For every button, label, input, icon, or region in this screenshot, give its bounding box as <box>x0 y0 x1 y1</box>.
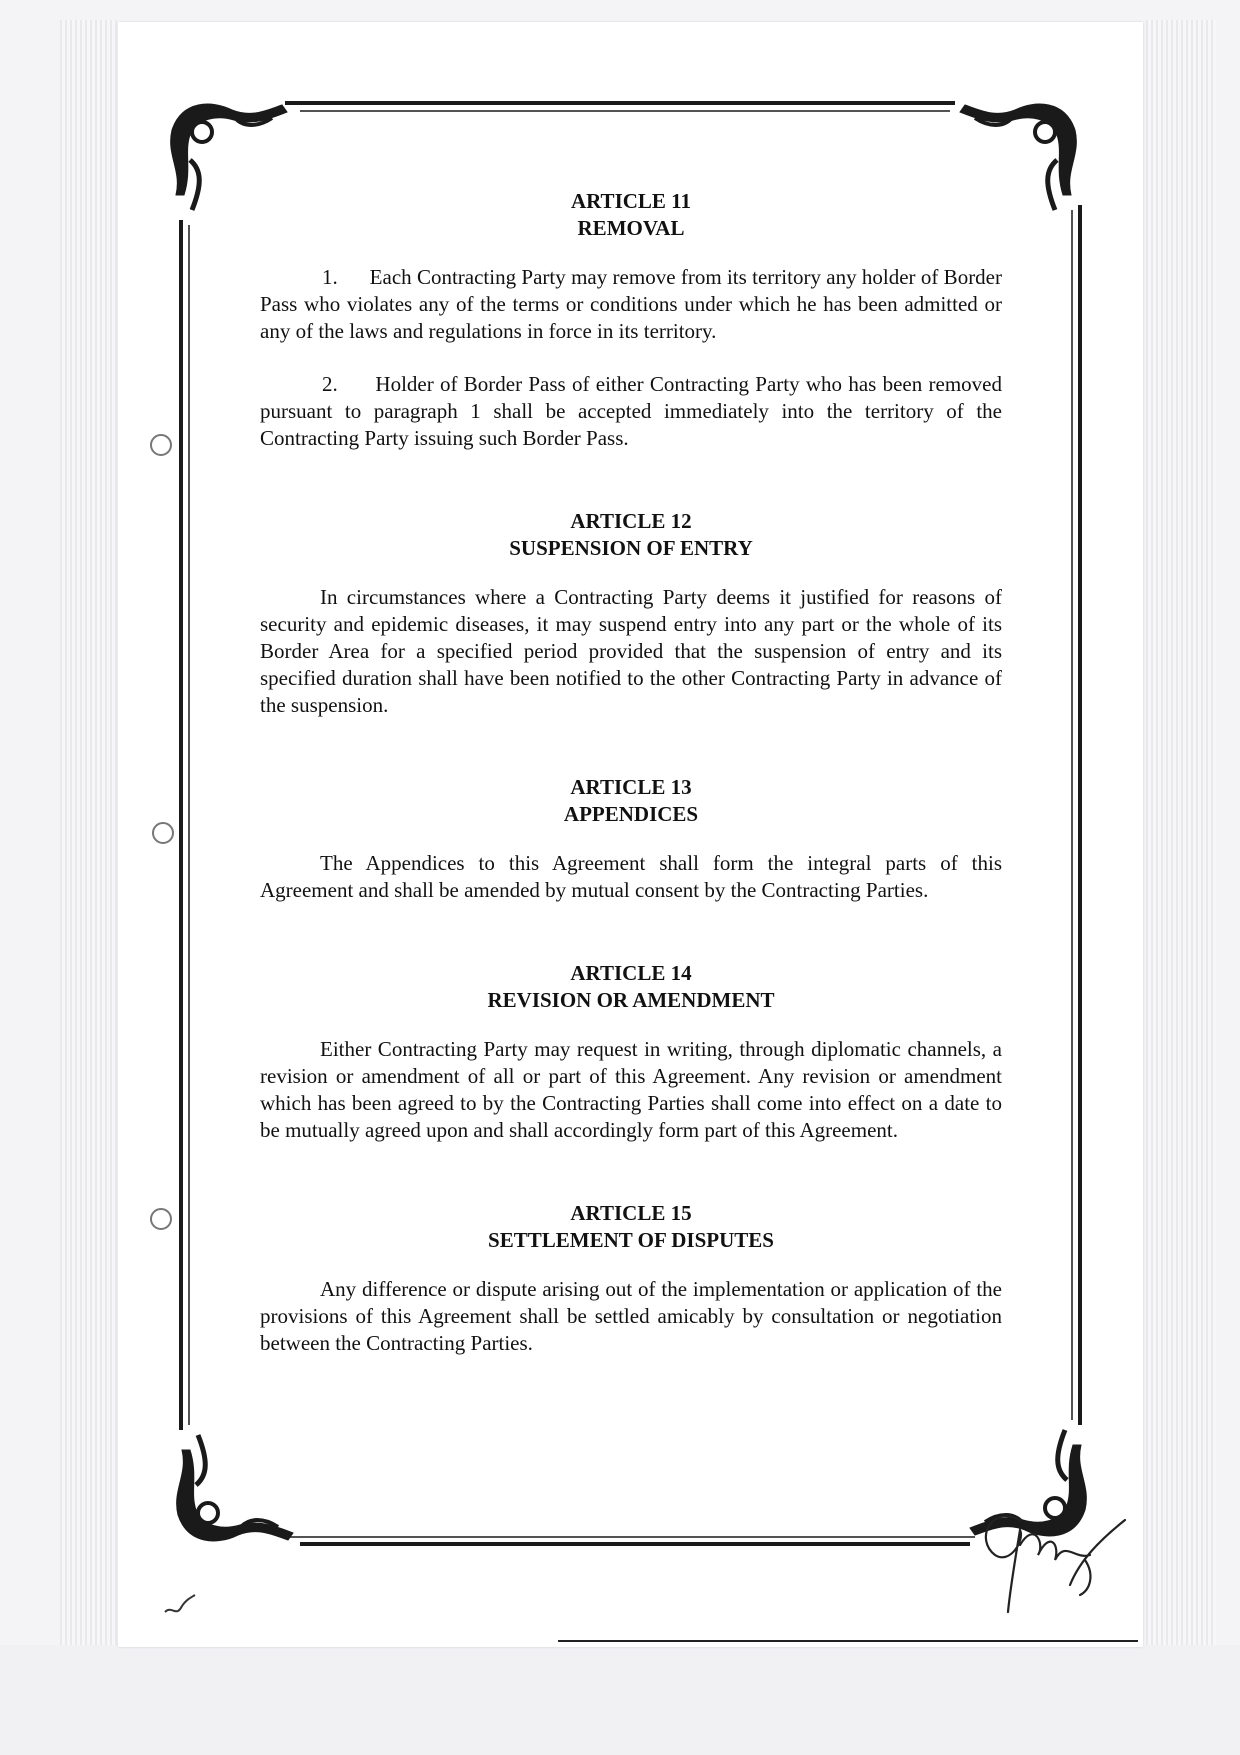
document-body <box>260 188 1002 1357</box>
article-13 <box>260 774 1002 904</box>
article-paragraph: 2. Holder of Border Pass of either Contracting Party who has been removed pursuant to paragraph 1 shall be accepted immediately into the territory of the Contracting Party issuing such Border Pass. <box>260 372 1002 450</box>
scan-margin-right <box>1146 20 1216 1645</box>
article-14 <box>260 960 1002 1144</box>
article-number: ARTICLE 14 <box>570 961 692 985</box>
article-title: REVISION OR AMENDMENT <box>487 988 775 1012</box>
article-number: ARTICLE 15 <box>570 1201 692 1225</box>
scan-margin-left <box>60 20 120 1645</box>
article-paragraph: 1. Each Contracting Party may remove from its territory any holder of Border Pass who violates any of the terms or conditions under which he has been admitted or any of the laws and regulations in force in its territory. <box>260 265 1002 343</box>
article-number: ARTICLE 13 <box>570 775 692 799</box>
punch-hole-icon <box>150 434 172 456</box>
article-12 <box>260 508 1002 719</box>
article-paragraph: In circumstances where a Contracting Party deems it justified for reasons of security and epidemic diseases, it may suspend entry into any part or the whole of its Border Area for a specified period provided that the suspension of entry and its specified duration shall have been notified to the other Contracting Party in advance of the suspension. <box>260 585 1002 717</box>
article-paragraph: Any difference or dispute arising out of the implementation or application of the provisions of this Agreement shall be settled amicably by consultation or negotiation between the Contracting Parties. <box>260 1277 1002 1355</box>
article-paragraph: Either Contracting Party may request in writing, through diplomatic channels, a revision or amendment of all or part of this Agreement. Any revision or amendment which has been agreed to by the Contracting Parties shall come into effect on a date to be mutually agreed upon and shall accordingly form part of this Agreement. <box>260 1037 1002 1142</box>
article-number: ARTICLE 12 <box>570 509 692 533</box>
article-paragraph: The Appendices to this Agreement shall form the integral parts of this Agreement and shall be amended by mutual consent by the Contracting Parties. <box>260 851 1002 902</box>
article-11 <box>260 188 1002 452</box>
punch-hole-icon <box>152 822 174 844</box>
article-number: ARTICLE 11 <box>570 189 692 213</box>
article-15 <box>260 1200 1002 1357</box>
bottom-rule <box>558 1640 1138 1642</box>
article-title: SUSPENSION OF ENTRY <box>509 536 753 560</box>
scan-bottom-band <box>0 1645 1240 1755</box>
article-title: SETTLEMENT OF DISPUTES <box>488 1228 774 1252</box>
punch-hole-icon <box>150 1208 172 1230</box>
article-title: APPENDICES <box>563 802 699 826</box>
article-title: REMOVAL <box>577 216 685 240</box>
